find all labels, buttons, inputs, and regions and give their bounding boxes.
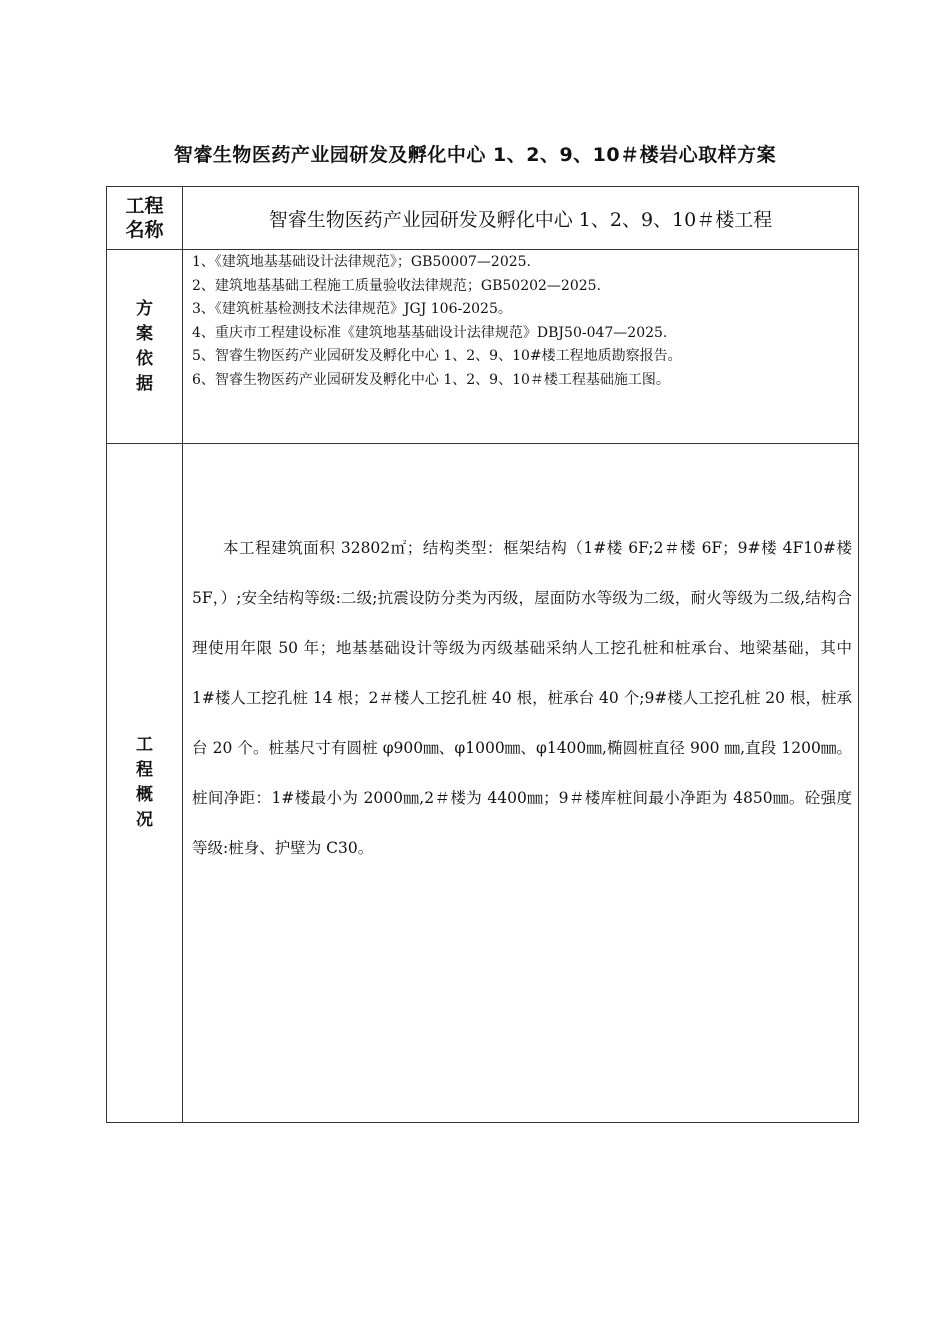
- overview-content-cell: [183, 444, 859, 1123]
- document-title: 智睿生物医药产业园研发及孵化中心 1、2、9、10＃楼岩心取样方案: [173, 144, 777, 166]
- basis-item: 5、智睿生物医药产业园研发及孵化中心 1、2、9、10#楼工程地质勘察报告。: [192, 348, 682, 364]
- project-name-label-cell: [107, 187, 183, 250]
- basis-label: 方案依据: [135, 298, 153, 394]
- basis-item: 3、《建筑桩基检测技术法律规范》JGJ 106-2025。: [192, 301, 512, 317]
- project-name-row: [107, 187, 859, 250]
- project-name-value: 智睿生物医药产业园研发及孵化中心 1、2、9、10＃楼工程: [183, 187, 859, 250]
- basis-list: [183, 250, 858, 392]
- project-name-label: 工程名称: [125, 195, 164, 241]
- basis-item: 6、智睿生物医药产业园研发及孵化中心 1、2、9、10＃楼工程基础施工图。: [192, 371, 670, 388]
- overview-paragraph: 本工程建筑面积 32802㎡；结构类型：框架结构（1#楼 6F;2＃楼 6F；9#楼 4F10#楼 5F，）;安全结构等级:二级;抗震设防分类为丙级，屋面防水等级为二级，耐火等级为二级,结构合理使用年限 50 年；地基基础设计等级为丙级基础采纳人工挖孔桩和桩承台、地梁基础，其中 1#楼人工挖孔桩 14 根；2＃楼人工挖孔桩 40 根，桩承台 40 个;9#楼人工挖孔桩 20 根，桩承台 20 个。桩基尺寸有圆桩 φ900㎜、φ1000㎜、φ1400㎜,椭圆桩直径 900 ㎜,直段 1200㎜。桩间净距：1#楼最小为 2000㎜,2＃楼为 4400㎜；9＃楼库桩间最小净距为 4850㎜。砼强度等级:桩身、护壁为 C30。: [192, 539, 852, 857]
- basis-item: 1、《建筑地基基础设计法律规范》；GB50007—2025.: [192, 254, 531, 270]
- basis-label-cell: [107, 250, 183, 444]
- overview-label: 工程概况: [135, 735, 153, 830]
- overview-row: [107, 444, 859, 1123]
- basis-item: 4、重庆市工程建设标准《建筑地基基础设计法律规范》DBJ50-047—2025.: [192, 324, 668, 341]
- basis-content-cell: [183, 250, 859, 444]
- basis-row: [107, 250, 859, 444]
- basis-item: 2、建筑地基基础工程施工质量验收法律规范；GB50202—2025.: [192, 277, 601, 294]
- scheme-table: [106, 186, 859, 1123]
- overview-label-cell: [107, 444, 183, 1123]
